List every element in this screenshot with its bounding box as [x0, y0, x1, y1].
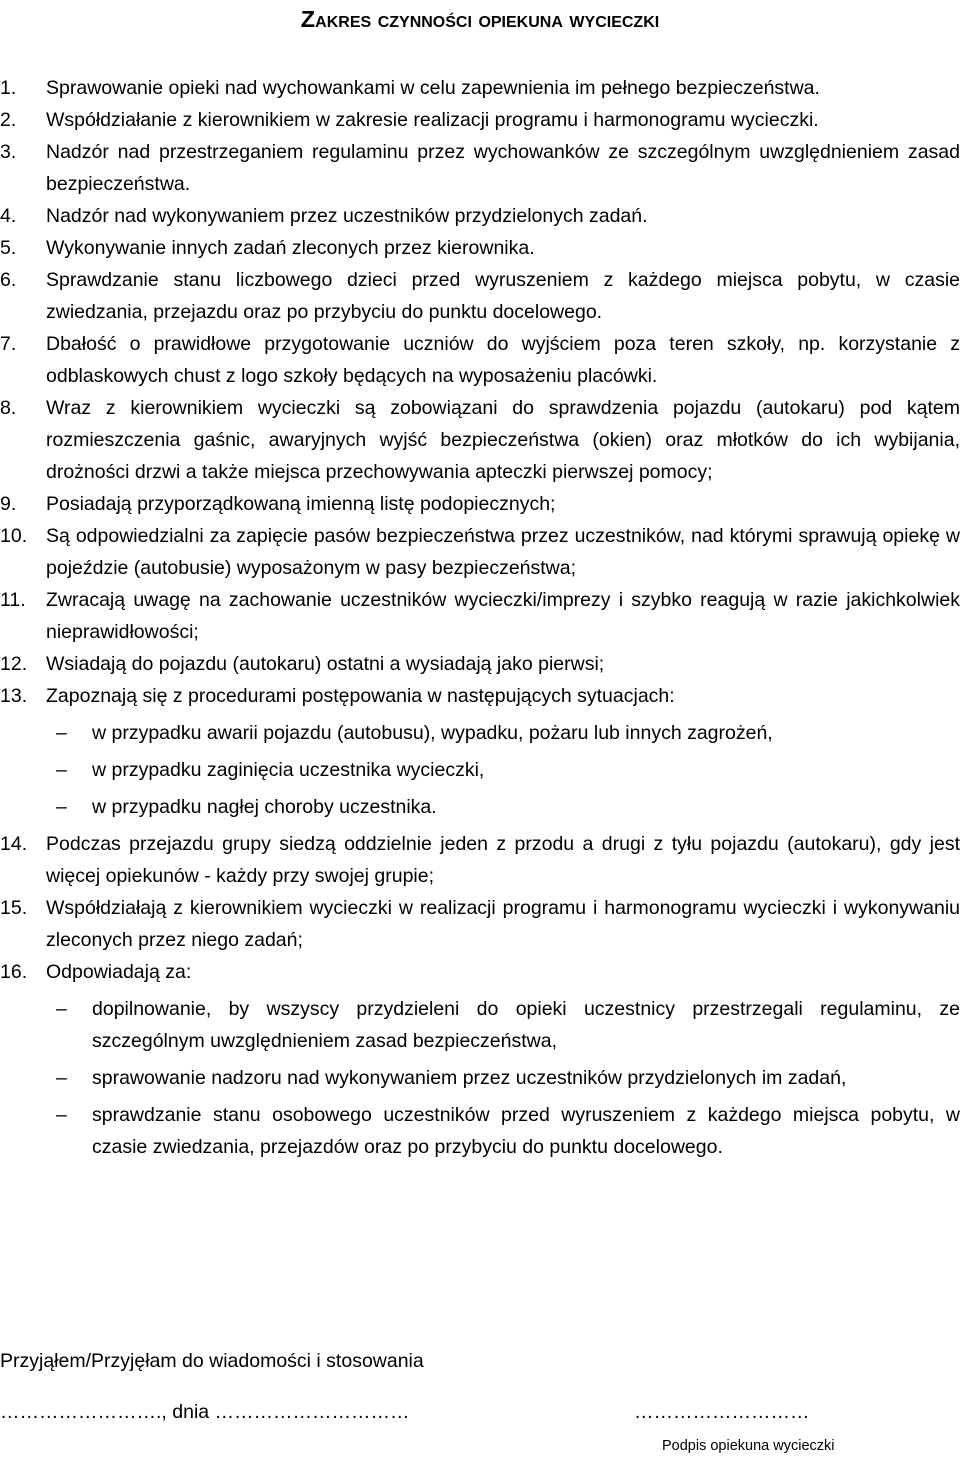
item-text: Dbałość o prawidłowe przygotowanie uczniów do wyjściem poza teren szkoły, np. korzystanie z odblaskowych chust z logo szkoły będących na wyposażeniu placówki. — [46, 333, 960, 387]
sub-list-item — [46, 1062, 960, 1094]
dash-bullet-icon: – — [56, 722, 67, 744]
item-number: 10. — [0, 525, 28, 547]
item-number: 9. — [0, 493, 17, 515]
item-number: 14. — [0, 833, 28, 855]
item-text: Nadzór nad przestrzeganiem regulaminu przez wychowanków ze szczególnym uwzględnieniem zasad bezpieczeństwa. — [46, 141, 960, 195]
dash-bullet-icon: – — [56, 1104, 67, 1126]
list-item — [0, 488, 960, 520]
signature-line: ……………………… — [634, 1401, 810, 1423]
list-item — [0, 72, 960, 104]
dash-bullet-icon: – — [56, 998, 67, 1020]
item-number: 5. — [0, 237, 17, 259]
item-text: Wraz z kierownikiem wycieczki są zobowiązani do sprawdzenia pojazdu (autokaru) pod kątem rozmieszczenia gaśnic, awaryjnych wyjść bezpieczeństwa (okien) oraz młotków do ich wybijania, drożności drzwi a także miejsca przechowywania apteczki pierwszej pomocy; — [46, 397, 960, 483]
date-line: ……………………., dnia ………………………… — [0, 1401, 410, 1423]
sub-item-text: sprawowanie nadzoru nad wykonywaniem przez uczestników przydzielonych im zadań, — [92, 1067, 847, 1089]
list-item — [0, 104, 960, 136]
duties-list — [0, 72, 960, 1163]
sub-list-item — [46, 717, 960, 749]
item-text: Posiadają przyporządkowaną imienną listę podopiecznych; — [46, 493, 556, 515]
item-text: Wsiadają do pojazdu (autokaru) ostatni a wysiadają jako pierwsi; — [46, 653, 605, 675]
dash-bullet-icon: – — [56, 759, 67, 781]
signature-label: Podpis opiekuna wycieczki — [662, 1438, 835, 1454]
sub-list-item — [46, 754, 960, 786]
list-item — [0, 892, 960, 956]
item-number: 15. — [0, 897, 28, 919]
sub-item-text: sprawdzanie stanu osobowego uczestników przed wyruszeniem z każdego miejsca pobytu, w czasie zwiedzania, przejazdów oraz po przybyciu do punktu docelowego. — [92, 1104, 960, 1158]
list-item — [0, 200, 960, 232]
item-text: Współdziałają z kierownikiem wycieczki w realizacji programu i harmonogramu wycieczki i wykonywaniu zleconych przez niego zadań; — [46, 897, 960, 951]
list-item — [0, 392, 960, 488]
item-text: Sprawowanie opieki nad wychowankami w celu zapewnienia im pełnego bezpieczeństwa. — [46, 77, 820, 99]
sub-list-item — [46, 1099, 960, 1163]
dash-bullet-icon: – — [56, 796, 67, 818]
item-number: 11. — [0, 589, 26, 611]
item-text: Nadzór nad wykonywaniem przez uczestników przydzielonych zadań. — [46, 205, 648, 227]
item-number: 1. — [0, 77, 17, 99]
item-text: Zapoznają się z procedurami postępowania w następujących sytuacjach: — [46, 685, 675, 707]
list-item — [0, 328, 960, 392]
list-item — [0, 828, 960, 892]
page-title: Zakres czynności opiekuna wycieczki — [300, 6, 660, 32]
item-number: 13. — [0, 685, 28, 707]
sub-list — [46, 717, 960, 823]
list-item — [0, 520, 960, 584]
item-number: 12. — [0, 653, 28, 675]
item-text: Zwracają uwagę na zachowanie uczestników wycieczki/imprezy i szybko reagują w razie jakichkolwiek nieprawidłowości; — [46, 589, 960, 643]
sub-item-text: w przypadku zaginięcia uczestnika wycieczki, — [92, 759, 485, 781]
list-item — [0, 232, 960, 264]
list-item — [0, 648, 960, 680]
item-text: Odpowiadają za: — [46, 961, 192, 983]
sub-list-item — [46, 993, 960, 1057]
item-number: 6. — [0, 269, 17, 291]
item-number: 3. — [0, 141, 17, 163]
acknowledgement-text: Przyjąłem/Przyjęłam do wiadomości i stosowania — [0, 1350, 424, 1372]
item-text: Współdziałanie z kierownikiem w zakresie realizacji programu i harmonogramu wycieczki. — [46, 109, 819, 131]
item-number: 7. — [0, 333, 17, 355]
list-item — [0, 680, 960, 823]
item-number: 2. — [0, 109, 17, 131]
sub-list-item — [46, 791, 960, 823]
dash-bullet-icon: – — [56, 1067, 67, 1089]
item-text: Wykonywanie innych zadań zleconych przez kierownika. — [46, 237, 535, 259]
item-number: 8. — [0, 397, 17, 419]
item-text: Sprawdzanie stanu liczbowego dzieci przed wyruszeniem z każdego miejsca pobytu, w czasie zwiedzania, przejazdu oraz po przybyciu do punktu docelowego. — [46, 269, 960, 323]
list-item — [0, 264, 960, 328]
sub-item-text: dopilnowanie, by wszyscy przydzieleni do opieki uczestnicy przestrzegali regulaminu, ze szczególnym uwzględnieniem zasad bezpieczeństwa, — [92, 998, 960, 1052]
list-item — [0, 956, 960, 1163]
sub-list — [46, 993, 960, 1163]
item-text: Są odpowiedzialni za zapięcie pasów bezpieczeństwa przez uczestników, nad którymi sprawują opiekę w pojeździe (autobusie) wyposażonym w pasy bezpieczeństwa; — [46, 525, 960, 579]
list-item — [0, 584, 960, 648]
item-number: 4. — [0, 205, 17, 227]
item-number: 16. — [0, 961, 28, 983]
sub-item-text: w przypadku awarii pojazdu (autobusu), wypadku, pożaru lub innych zagrożeń, — [92, 722, 773, 744]
item-text: Podczas przejazdu grupy siedzą oddzielnie jeden z przodu a drugi z tyłu pojazdu (autokaru), gdy jest więcej opiekunów - każdy przy swojej grupie; — [46, 833, 960, 887]
sub-item-text: w przypadku nagłej choroby uczestnika. — [92, 796, 437, 818]
list-item — [0, 136, 960, 200]
